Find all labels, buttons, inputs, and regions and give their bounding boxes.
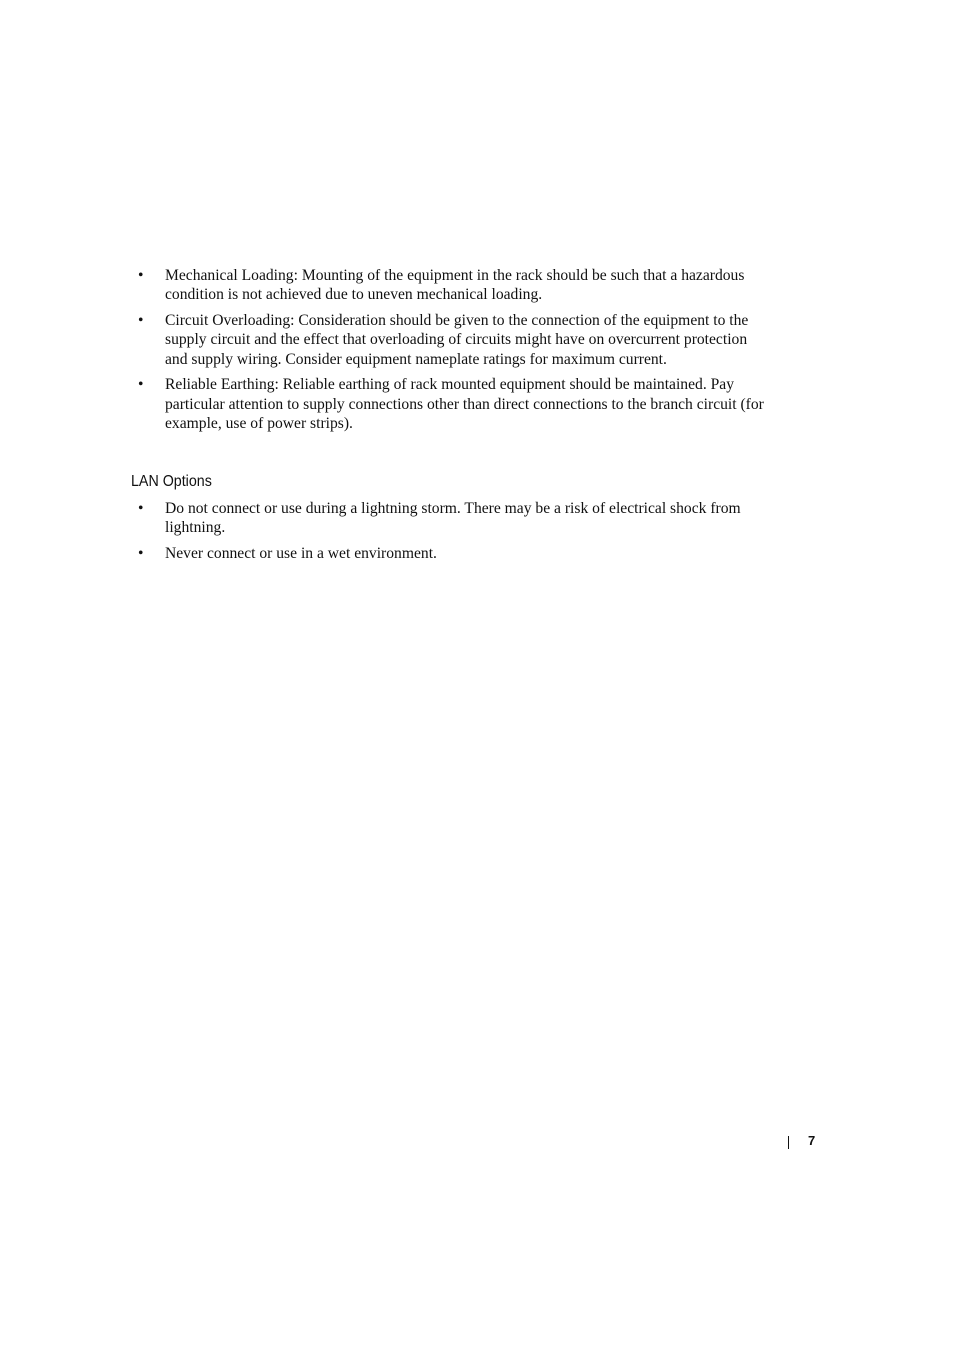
list-item-text: Never connect or use in a wet environment. <box>165 545 437 563</box>
list-item-reliable-earthing <box>0 375 765 433</box>
list-item-circuit-overloading <box>0 311 765 369</box>
list-item-text: Reliable Earthing: Reliable earthing of rack mounted equipment should be maintained. Pay particular attention to supply connections other than direct connections to the branch circuit (for example, use of power strips). <box>165 376 764 433</box>
bullet-icon: • <box>138 500 144 517</box>
list-item-lightning <box>0 499 765 538</box>
bullet-icon: • <box>138 267 144 284</box>
bullet-icon: • <box>138 545 144 563</box>
bullet-icon: • <box>138 376 144 394</box>
list-item-wet-environment <box>0 544 765 563</box>
page-number: 7 <box>808 1133 816 1148</box>
section-heading-lan-options: LAN Options <box>131 473 212 490</box>
list-item-mechanical-loading <box>0 266 765 305</box>
lan-options-list <box>0 499 954 570</box>
rack-precautions-list <box>0 266 954 440</box>
list-item-text: Do not connect or use during a lightning storm. There may be a risk of electrical shock from lightning. <box>165 500 741 537</box>
bullet-icon: • <box>138 312 144 330</box>
footer-divider <box>788 1136 789 1149</box>
list-item-text: Mechanical Loading: Mounting of the equipment in the rack should be such that a hazardous condition is not achieved due to uneven mechanical loading. <box>165 267 745 304</box>
list-item-text: Circuit Overloading: Consideration should be given to the connection of the equipment to the supply circuit and the effect that overloading of circuits might have on overcurrent protection and supply wiring. Consider equipment nameplate ratings for maximum current. <box>165 312 749 368</box>
